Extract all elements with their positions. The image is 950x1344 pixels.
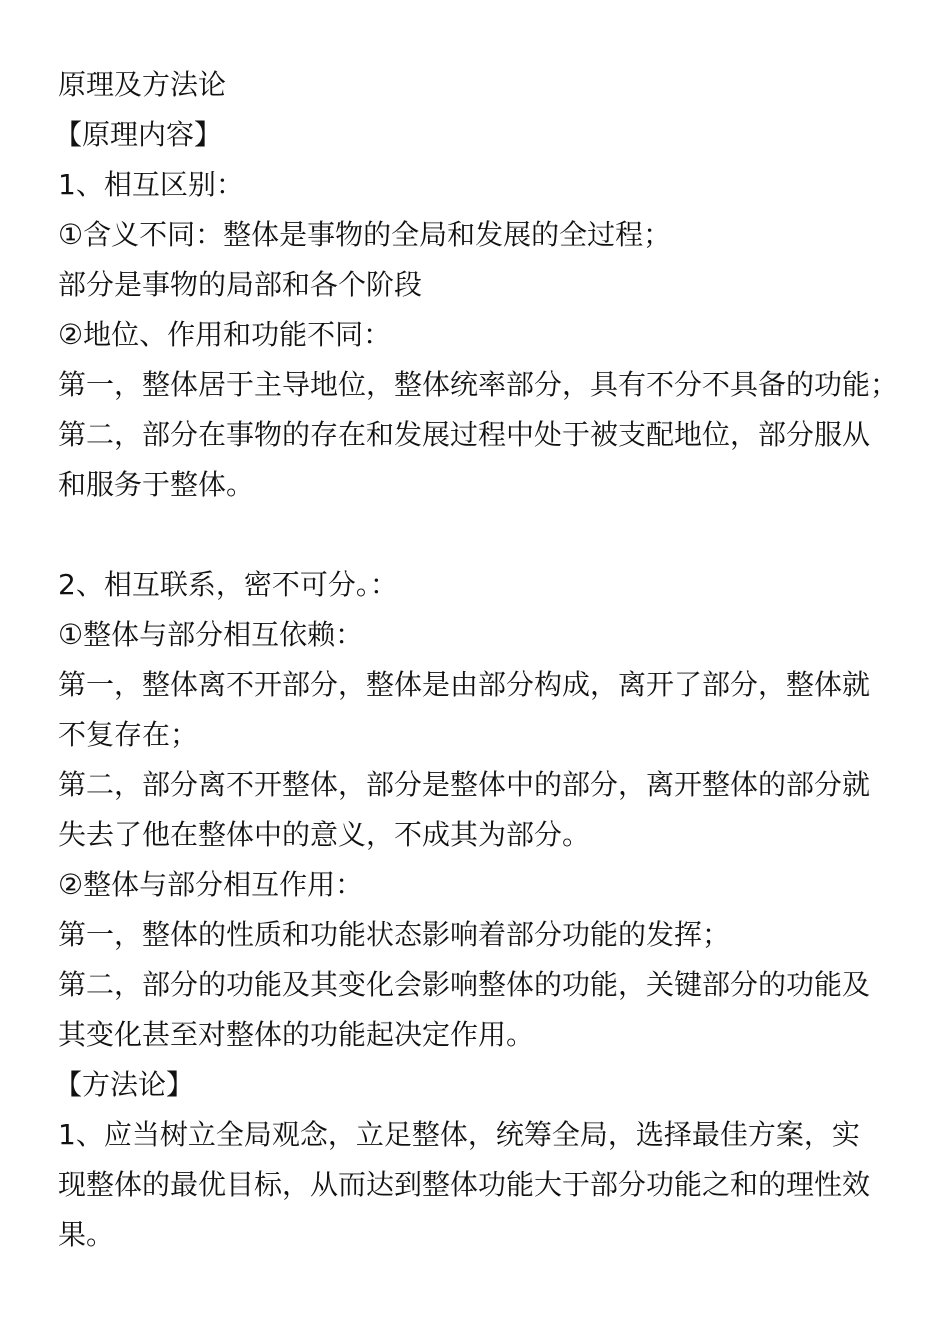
section-heading-principle: 【原理内容】 <box>54 118 223 151</box>
point-2b-heading: ②整体与部分相互作用： <box>58 868 364 901</box>
document-page <box>54 60 908 1260</box>
method-1-line-2: 现整体的最优目标，从而达到整体功能大于部分功能之和的理性效 <box>58 1168 871 1201</box>
point-2-heading: 2、相互联系，密不可分。： <box>58 568 398 601</box>
point-2b-line-1: 第一，整体的性质和功能状态影响着部分功能的发挥； <box>58 918 731 951</box>
point-1a-line-1: ①含义不同：整体是事物的全局和发展的全过程； <box>58 218 672 251</box>
section-heading-method: 【方法论】 <box>54 1068 195 1101</box>
point-2a-heading: ①整体与部分相互依赖： <box>58 618 364 651</box>
point-2b-line-2: 第二，部分的功能及其变化会影响整体的功能，关键部分的功能及 <box>58 968 871 1001</box>
point-2a-line-2: 不复存在； <box>58 718 199 751</box>
document-title: 原理及方法论 <box>58 68 227 101</box>
point-1-heading: 1、相互区别： <box>58 168 244 201</box>
method-1-line-3: 果。 <box>58 1218 115 1251</box>
point-1b-heading: ②地位、作用和功能不同： <box>58 318 392 351</box>
point-2a-line-1: 第一，整体离不开部分，整体是由部分构成，离开了部分，整体就 <box>58 668 871 701</box>
point-2b-line-3: 其变化甚至对整体的功能起决定作用。 <box>58 1018 535 1051</box>
point-2a-line-3: 第二，部分离不开整体，部分是整体中的部分，离开整体的部分就 <box>58 768 871 801</box>
point-2a-line-4: 失去了他在整体中的意义，不成其为部分。 <box>58 818 591 851</box>
method-1-line-1: 1、应当树立全局观念，立足整体，统筹全局，选择最佳方案，实 <box>58 1118 860 1151</box>
blank-line <box>58 510 908 560</box>
point-1a-line-2: 部分是事物的局部和各个阶段 <box>58 268 423 301</box>
point-1b-line-1: 第一，整体居于主导地位，整体统率部分，具有不分不具备的功能； <box>58 368 899 401</box>
point-1b-line-3: 和服务于整体。 <box>58 468 255 501</box>
point-1b-line-2: 第二，部分在事物的存在和发展过程中处于被支配地位，部分服从 <box>58 418 871 451</box>
